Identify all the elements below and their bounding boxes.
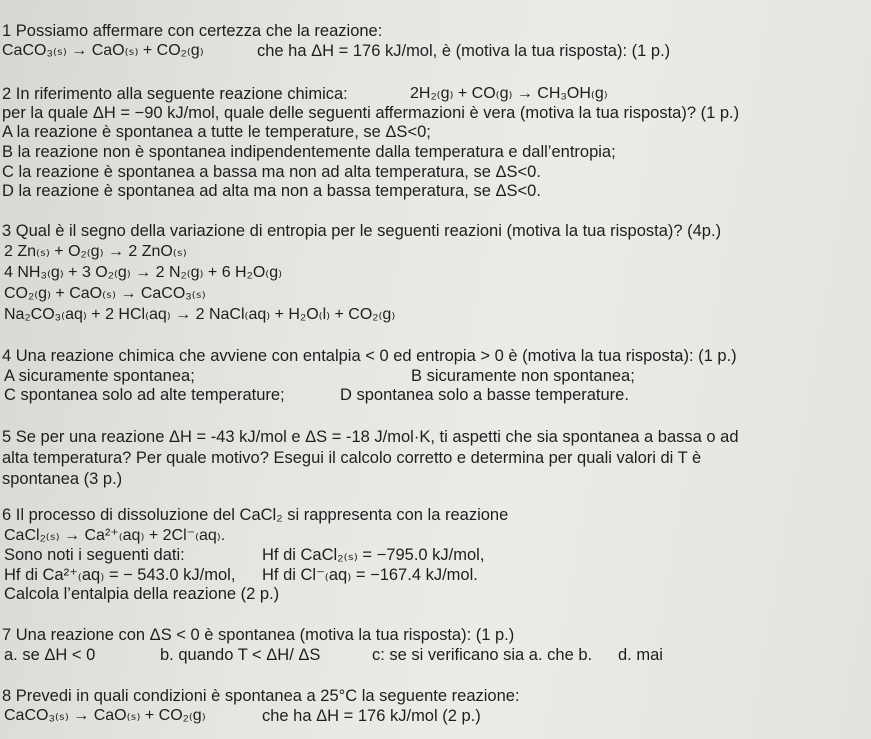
q7-option-b: b. quando T < ΔH/ ΔS	[160, 646, 321, 664]
q2-option-d: D la reazione è spontanea ad alta ma non a bassa temperatura, se ΔS<0.	[2, 182, 541, 200]
q4-option-d: D spontanea solo a basse temperature.	[340, 386, 629, 404]
q3-reaction-4: Na₂CO₃₍aq₎ + 2 HCl₍aq₎ → 2 NaCl₍aq₎ + H₂O₍l₎ + CO₂₍g₎	[4, 306, 396, 323]
q4-title: 4 Una reazione chimica che avviene con entalpia < 0 ed entropia > 0 è (motiva la tua risposta): (1 p.)	[2, 347, 737, 365]
q2-option-c: C la reazione è spontanea a bassa ma non ad alta temperatura, se ΔS<0.	[2, 163, 541, 181]
q6-hf-cl: Hf di Cl⁻₍aq₎ = −167.4 kJ/mol.	[262, 566, 478, 584]
q6-hf-cacl2: Hf di CaCl₂₍ₛ₎ = −795.0 kJ/mol,	[262, 546, 485, 564]
q2-option-b: B la reazione non è spontanea indipendentemente dalla temperatura e dall’entropia;	[2, 143, 616, 161]
q4-option-c: C spontanea solo ad alte temperature;	[4, 386, 285, 404]
q1-title: 1 Possiamo affermare con certezza che la reazione:	[2, 22, 383, 40]
q2-equation: 2H₂₍g₎ + CO₍g₎ → CH₃OH₍g₎	[410, 85, 608, 102]
q8-tail: che ha ΔH = 176 kJ/mol (2 p.)	[262, 707, 481, 725]
q1-tail: che ha ΔH = 176 kJ/mol, è (motiva la tua risposta): (1 p.)	[257, 42, 671, 60]
q5-line-3: spontanea (3 p.)	[2, 470, 123, 488]
q7-title: 7 Una reazione con ΔS < 0 è spontanea (motiva la tua risposta): (1 p.)	[2, 626, 515, 644]
q3-title: 3 Qual è il segno della variazione di entropia per le seguenti reazioni (motiva la tua risposta)? (4p.)	[2, 222, 722, 240]
q7-option-a: a. se ΔH < 0	[4, 646, 96, 664]
q6-title: 6 Il processo di dissoluzione del CaCl₂ si rappresenta con la reazione	[2, 506, 509, 524]
q4-option-b: B sicuramente non spontanea;	[411, 367, 635, 385]
q5-line-2: alta temperatura? Per quale motivo? Esegui il calcolo corretto e determina per quali valori di T è	[2, 449, 702, 467]
q3-reaction-1: 2 Zn₍ₛ₎ + O₂₍g₎ → 2 ZnO₍ₛ₎	[4, 243, 187, 260]
q7-option-d: d. mai	[618, 646, 663, 664]
q6-task: Calcola l’entalpia della reazione (2 p.)	[4, 585, 280, 603]
q6-known-data: Sono noti i seguenti dati:	[4, 546, 185, 564]
q6-equation: CaCl₂₍ₛ₎ → Ca²⁺₍aq₎ + 2Cl⁻₍aq₎.	[4, 527, 226, 544]
q5-line-1: 5 Se per una reazione ΔH = -43 kJ/mol e ΔS = -18 J/mol·K, ti aspetti che sia spontanea a bassa o ad	[2, 428, 739, 446]
q6-hf-ca: Hf di Ca²⁺₍aq₎ = − 543.0 kJ/mol,	[4, 566, 236, 584]
q4-option-a: A sicuramente spontanea;	[4, 367, 195, 385]
q2-option-a: A la reazione è spontanea a tutte le temperature, se ΔS<0;	[2, 123, 431, 141]
q2-line2: per la quale ΔH = −90 kJ/mol, quale delle seguenti affermazioni è vera (motiva la tua risposta)? (1 p.)	[2, 104, 740, 122]
q3-reaction-3: CO₂₍g₎ + CaO₍ₛ₎ → CaCO₃₍ₛ₎	[4, 285, 206, 302]
q2-title: 2 In riferimento alla seguente reazione chimica:	[2, 85, 348, 103]
q7-option-c: c: se si verificano sia a. che b.	[372, 646, 593, 664]
q3-reaction-2: 4 NH₃₍g₎ + 3 O₂₍g₎ → 2 N₂₍g₎ + 6 H₂O₍g₎	[4, 264, 283, 281]
q8-title: 8 Prevedi in quali condizioni è spontanea a 25°C la seguente reazione:	[2, 687, 520, 705]
q1-equation: CaCO₃₍ₛ₎ → CaO₍ₛ₎ + CO₂₍g₎	[2, 42, 204, 59]
q8-equation: CaCO₃₍ₛ₎ → CaO₍ₛ₎ + CO₂₍g₎	[4, 707, 206, 724]
